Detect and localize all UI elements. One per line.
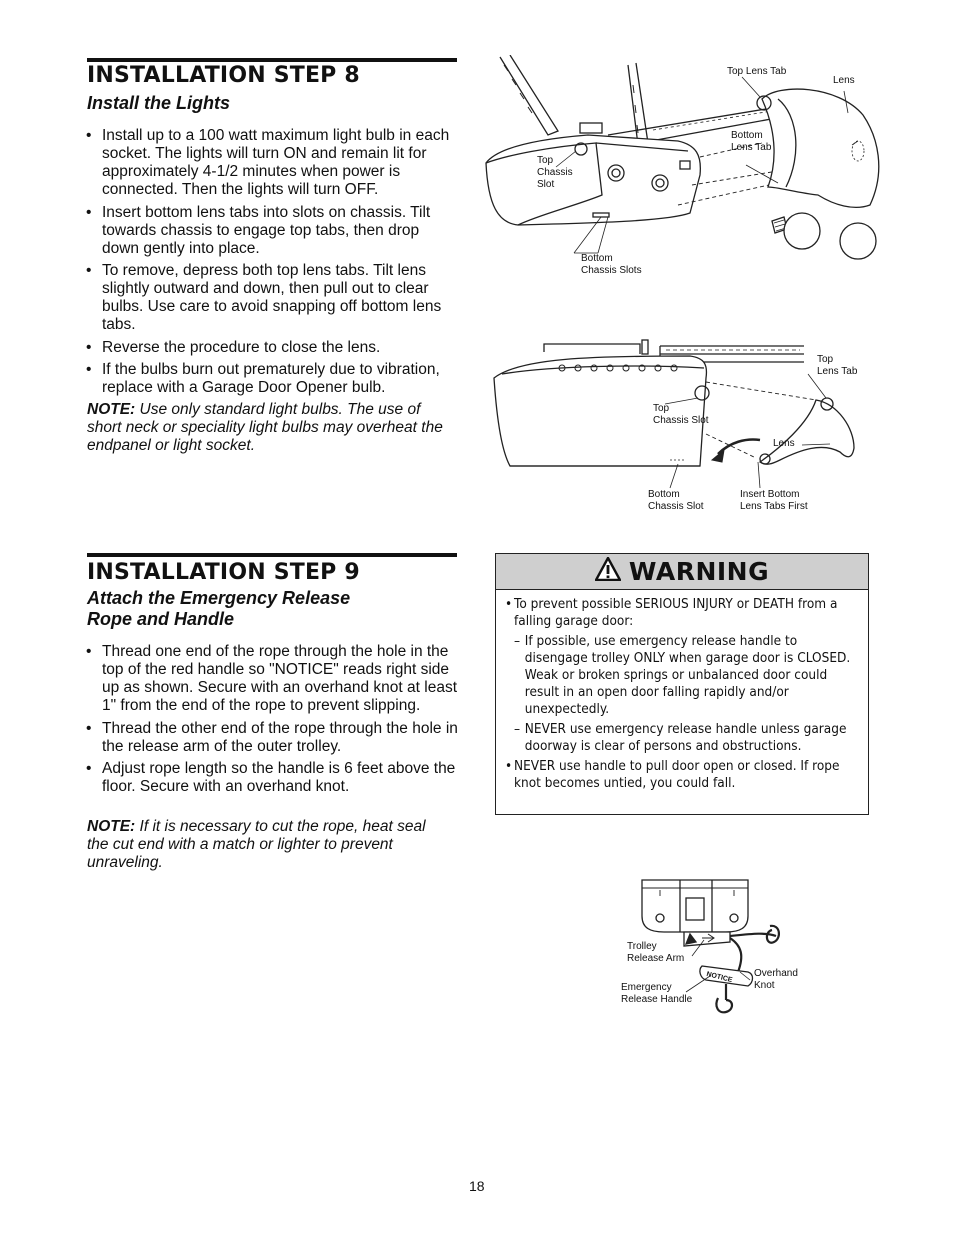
warning-body xyxy=(496,590,870,792)
step9-note-text: If it is necessary to cut the rope, heat seal the cut end with a match or lighter to prevent unraveling. xyxy=(87,818,426,871)
step9-bullet: • Thread one end of the rope through the hole in the top of the red handle so "NOTICE" reads right side up as shown. Secure with an overhand knot at least 1" from the end of the rope to prevent slipping. xyxy=(86,643,458,715)
fig1-top-chassis-slot-label: Top Chassis Slot xyxy=(537,155,573,190)
fig3-emergency-release-handle-label: Emergency Release Handle xyxy=(621,982,693,1005)
step8-bullet: • Install up to a 100 watt maximum light bulb in each socket. The lights will turn ON and remain lit for approximately 4-1/2 minutes when power is connected. Then the lights will turn OFF. xyxy=(86,127,458,199)
step8-rule xyxy=(87,58,457,62)
step9-bullet: • Adjust rope length so the handle is 6 feet above the floor. Secure with an overhand knot. xyxy=(86,760,458,796)
warning-header xyxy=(496,554,868,590)
step8-bullet: • If the bulbs burn out prematurely due to vibration, replace with a Garage Door Opener bulb. xyxy=(86,361,458,397)
fig2-top-chassis-slot-label: Top Chassis Slot xyxy=(653,403,709,426)
step9-subtitle-line2: Rope and Handle xyxy=(87,609,235,629)
step9-rule xyxy=(87,553,457,557)
warning-item xyxy=(505,758,861,792)
step8-bullet: • Reverse the procedure to close the lens. xyxy=(86,339,458,357)
step8-bullet-list xyxy=(86,127,458,402)
warning-box xyxy=(495,553,869,815)
warning-item-mark: – xyxy=(514,721,521,737)
warning-item-text: To prevent possible SERIOUS INJURY or DEATH from a falling garage door: xyxy=(514,596,838,629)
warning-title: WARNING xyxy=(628,557,770,586)
warning-item-mark: – xyxy=(514,633,521,649)
step9-bullet-list xyxy=(86,643,458,801)
step8-note-label: NOTE: xyxy=(87,401,136,418)
warning-item-text: NEVER use handle to pull door open or closed. If rope knot becomes untied, you could fall. xyxy=(514,758,840,791)
step8-note xyxy=(87,401,457,455)
step9-title: INSTALLATION STEP 9 xyxy=(87,560,360,585)
fig3-trolley-release-arm-label: Trolley Release Arm xyxy=(627,941,685,964)
warning-item xyxy=(505,633,861,718)
fig1-bottom-lens-tab-label: Bottom Lens Tab xyxy=(731,130,772,153)
fig2-lens-label: Lens xyxy=(773,438,795,449)
step8-title: INSTALLATION STEP 8 xyxy=(87,63,360,88)
fig2-top-lens-tab-label: Top Lens Tab xyxy=(817,354,858,377)
fig3-overhand-knot-label: Overhand Knot xyxy=(754,968,798,991)
warning-item-text: If possible, use emergency release handle to disengage trolley ONLY when garage door is CLOSED. Weak or broken springs or unbalanced door could result in an open door falling rapidly and/or unexpectedly. xyxy=(524,633,851,717)
page-number: 18 xyxy=(469,1178,485,1194)
fig1-lens-label: Lens xyxy=(833,75,855,86)
warning-item xyxy=(505,596,861,630)
fig2-insert-bottom-label: Insert Bottom Lens Tabs First xyxy=(740,489,808,512)
fig1-bottom-chassis-slots-label: Bottom Chassis Slots xyxy=(581,253,642,276)
fig3-notice-text: NOTICE xyxy=(705,970,734,985)
warning-item xyxy=(505,721,861,755)
fig1-top-lens-tab-label: Top Lens Tab xyxy=(727,66,787,77)
step9-note-label: NOTE: xyxy=(87,818,136,835)
warning-item-mark: • xyxy=(505,596,513,612)
warning-item-mark: • xyxy=(505,758,513,774)
warning-triangle-icon xyxy=(595,557,621,586)
warning-item-text: NEVER use emergency release handle unless garage doorway is clear of persons and obstructions. xyxy=(524,721,847,754)
step8-bullet: • Insert bottom lens tabs into slots on chassis. Tilt towards chassis to engage top tabs, then drop down gently into place. xyxy=(86,204,458,258)
step8-bullet: • To remove, depress both top lens tabs. Tilt lens slightly outward and down, then pull out to clear bulbs. Use care to avoid snapping off bottom lens tabs. xyxy=(86,262,458,334)
fig2-bottom-chassis-slot-label: Bottom Chassis Slot xyxy=(648,489,704,512)
step9-bullet: • Thread the other end of the rope through the hole in the release arm of the outer trolley. xyxy=(86,720,458,756)
step8-subtitle: Install the Lights xyxy=(87,93,231,113)
step9-note xyxy=(87,818,447,872)
step9-subtitle-line1: Attach the Emergency Release xyxy=(87,588,351,608)
step8-note-text: Use only standard light bulbs. The use of short neck or speciality light bulbs may overheat the endpanel or light socket. xyxy=(87,401,443,454)
